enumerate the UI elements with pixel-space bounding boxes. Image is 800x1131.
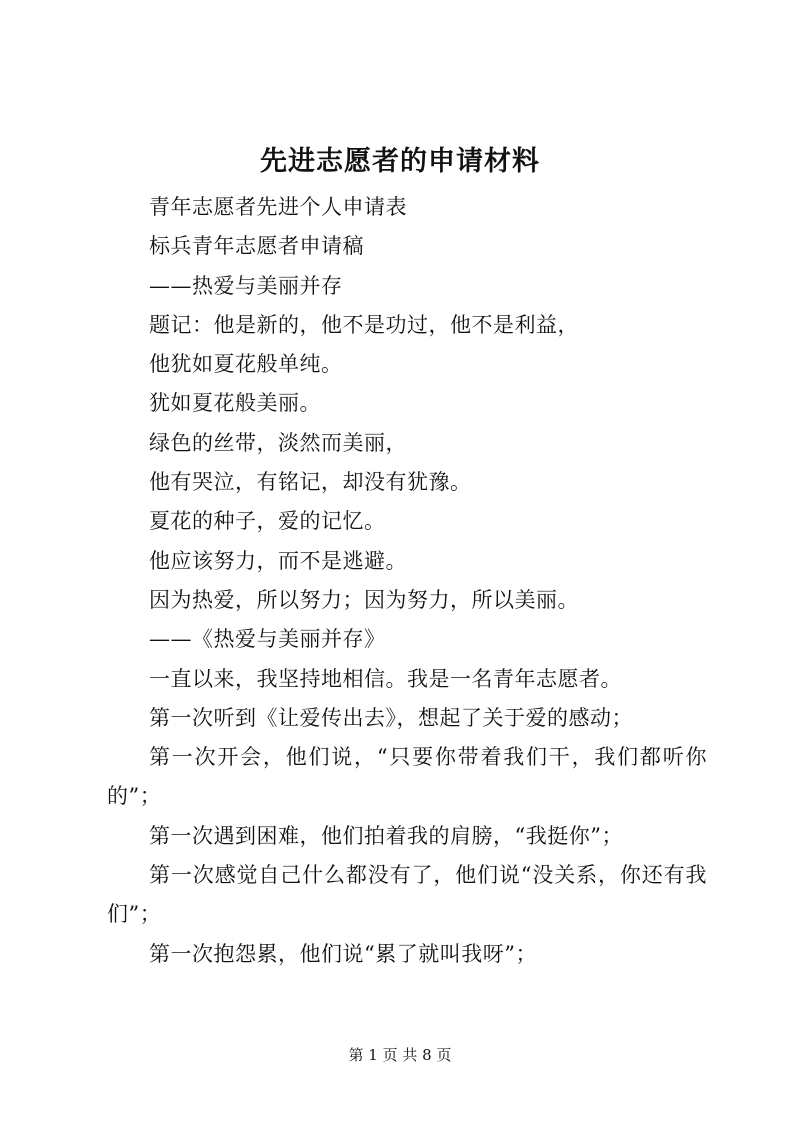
paragraph: 他犹如夏花般单纯。 [149,352,343,377]
paragraph: 他有哭泣，有铭记，却没有犹豫。 [149,470,472,495]
paragraph: 绿色的丝带，淡然而美丽， [149,430,407,455]
paragraph: ——《热爱与美丽并存》 [149,627,386,652]
page-footer: 第 1 页 共 8 页 [348,1046,452,1064]
paragraph: 标兵青年志愿者申请稿 [149,234,364,259]
paragraph: 第一次感觉自己什么都没有了，他们说“没关系，你还有我们”； [107,863,707,927]
document-body [107,188,707,974]
paragraph: 第一次听到《让爱传出去》，想起了关于爱的感动； [149,705,633,730]
paragraph: 第一次遇到困难，他们拍着我的肩膀，“我挺你”； [149,823,623,848]
paragraph: 第一次抱怨累，他们说“累了就叫我呀”； [149,941,537,966]
paragraph: 犹如夏花般美丽。 [149,391,321,416]
paragraph: 题记：他是新的，他不是功过，他不是利益， [149,312,579,337]
paragraph: 一直以来，我坚持地相信。我是一名青年志愿者。 [149,666,622,691]
paragraph: 因为热爱，所以努力；因为努力，所以美丽。 [149,587,579,612]
document-title: 先进志愿者的申请材料 [260,146,540,177]
paragraph: 他应该努力，而不是逃避。 [149,548,407,573]
paragraph: ——热爱与美丽并存 [149,273,343,298]
paragraph: 青年志愿者先进个人申请表 [149,195,407,219]
paragraph: 夏花的种子，爱的记忆。 [149,509,386,534]
paragraph: 第一次开会，他们说，“只要你带着我们干，我们都听你的”； [107,745,707,809]
